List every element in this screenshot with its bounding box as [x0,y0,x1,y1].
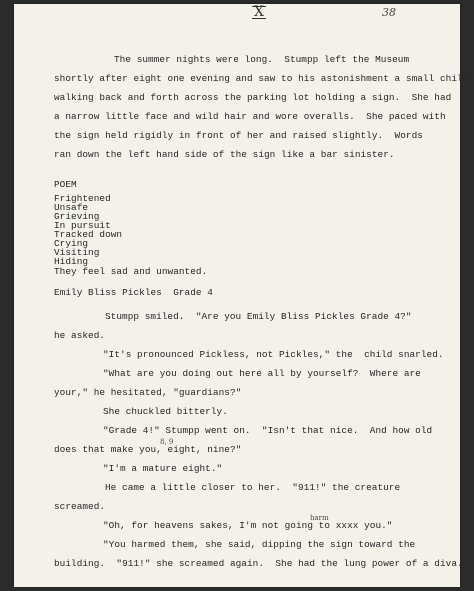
paragraph-line: the sign held rigidly in front of her and raised slightly. Words [54,130,423,141]
dialogue-line: He came a little closer to her. "911!" the creature [105,482,401,493]
dialogue-line: does that make you, eight, nine?" [54,444,242,455]
poem-line: Visiting [54,247,100,258]
page-number: 38 [382,6,396,19]
poem-line: Tracked down [54,229,123,240]
paragraph-line: walking back and forth across the parking lot holding a sign. She had [54,92,452,103]
poem-line: Unsafe [54,202,89,213]
handwritten-correction: harm [310,514,329,522]
dialogue-line: "I'm a mature eight." [103,463,223,474]
poem-line: Frightened [54,193,111,204]
dialogue-line: your," he hesitated, "guardians?" [54,387,242,398]
dialogue-line: "You harmed them, she said, dipping the sign toward the [103,539,416,550]
paragraph-line: shortly after eight one evening and saw to his astonishment a small child [54,73,469,84]
paragraph-line: a narrow little face and wild hair and wore overalls. She paced with [54,111,446,122]
poem-signature: Emily Bliss Pickles Grade 4 [54,287,213,298]
paragraph-line: ran down the left hand side of the sign like a bar sinister. [54,149,395,160]
dialogue-line: "What are you doing out here all by yourself? Where are [103,368,421,379]
poem-line: Hiding [54,256,89,267]
handwritten-correction: 8, 9 [160,438,174,446]
dialogue-line: "Oh, for heavens sakes, I'm not going to xxxx you." [103,520,393,531]
dialogue-line: screamed. [54,501,106,512]
dialogue-line: "It's pronounced Pickless, not Pickles," the child snarled. [103,349,444,360]
poem-line: They feel sad and unwanted. [54,266,208,277]
poem-line: Crying [54,238,89,249]
paragraph-line: The summer nights were long. Stumpp left the Museum [114,54,410,65]
poem-line: In pursuit [54,220,111,231]
chapter-mark: X [254,4,264,20]
document-page [14,4,469,587]
dialogue-line: he asked. [54,330,106,341]
poem-line: Grieving [54,211,100,222]
dialogue-line: Stumpp smiled. "Are you Emily Bliss Pickles Grade 4?" [105,311,412,322]
dialogue-line: She chuckled bitterly. [103,406,228,417]
dialogue-line: "Grade 4!" Stumpp went on. "Isn't that nice. And how old [103,425,433,436]
poem-heading: POEM [54,179,77,190]
dialogue-line: building. "911!" she screamed again. She had the lung power of a diva. [54,558,463,569]
